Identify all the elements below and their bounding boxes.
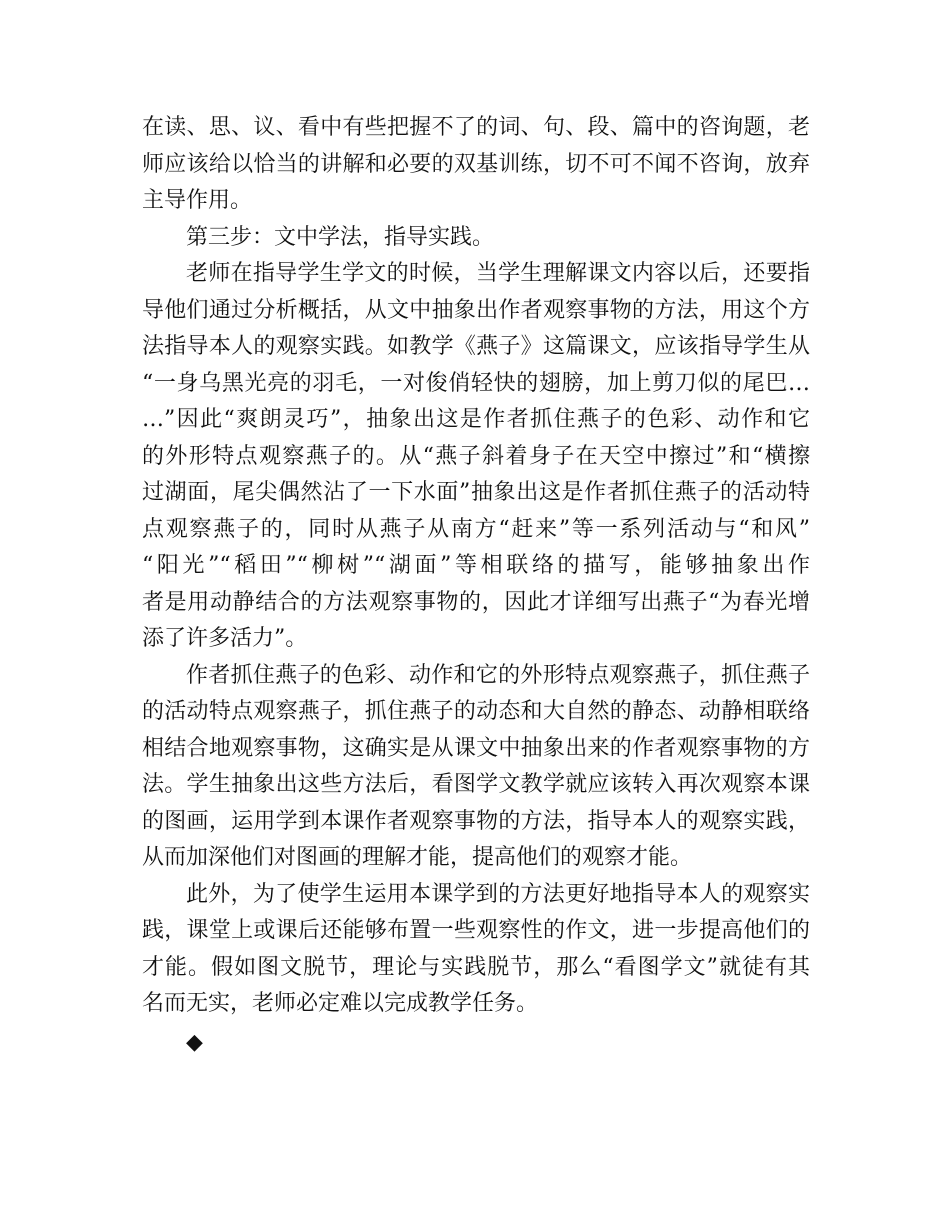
paragraph-2-heading — [142, 220, 810, 257]
text-line: 的活动特点观察燕子，抓住燕子的动态和大自然的静态、动静相联络 — [142, 699, 810, 724]
text-line: 导他们通过分析概括，从文中抽象出作者观察事物的方法，用这个方 — [142, 297, 810, 323]
text-line: 老师在指导学生学文的时候，当学生理解课文内容以后，还要指 — [186, 261, 810, 286]
text-line: 法指导本人的观察实践。如教学《燕子》这篇课文，应该指导学生从 — [142, 334, 810, 359]
paragraph-4 — [142, 658, 810, 877]
paragraph-1 — [142, 110, 810, 220]
text-line: 在读、思、议、看中有些把握不了的词、句、段、篇中的咨询题，老 — [142, 115, 810, 140]
text-line: “阳光”“稻田”“柳树”“湖面”等相联络的描写，能够抽象出作 — [142, 553, 810, 578]
text-line: 相结合地观察事物，这确实是从课文中抽象出来的作者观察事物的方 — [142, 735, 810, 761]
text-line: 过湖面，尾尖偶然沾了一下水面”抽象出这是作者抓住燕子的活动特 — [142, 480, 810, 505]
text-line: 的图画，运用学到本课作者观察事物的方法，指导本人的观察实践， — [142, 808, 810, 834]
document-body — [142, 110, 810, 1063]
paragraph-5 — [142, 877, 810, 1023]
text-line: 此外，为了使学生运用本课学到的方法更好地指导本人的观察实 — [186, 881, 810, 907]
text-line: 践，课堂上或课后还能够布置一些观察性的作文，进一步提高他们的 — [142, 918, 810, 943]
text-line: 的外形特点观察燕子的。从“燕子斜着身子在天空中擦过”和“横擦 — [142, 443, 810, 469]
text-line: 者是用动静结合的方法观察事物的，因此才详细写出燕子“为春光增 — [142, 589, 810, 615]
text-line: 从而加深他们对图画的理解才能，提高他们的观察才能。 — [142, 845, 693, 870]
text-line: 师应该给以恰当的讲解和必要的双基训练，切不可不闻不咨询，放弃 — [142, 151, 810, 177]
text-line: 才能。假如图文脱节，理论与实践脱节，那么“看图学文”就徒有其 — [142, 954, 810, 980]
text-line: 作者抓住燕子的色彩、动作和它的外形特点观察燕子，抓住燕子 — [186, 662, 810, 688]
text-line: 法。学生抽象出这些方法后，看图学文教学就应该转入再次观察本课 — [142, 772, 810, 797]
step-heading: 第三步：文中学法，指导实践。 — [186, 224, 495, 250]
text-line: 点观察燕子的，同时从燕子从南方“赶来”等一系列活动与“和风” — [142, 516, 810, 542]
text-line: “一身乌黑光亮的羽毛，一对俊俏轻快的翅膀，加上剪刀似的尾巴… — [142, 370, 810, 396]
diamond-bullet-icon: ◆ — [186, 1029, 203, 1055]
text-line: 添了许多活力”。 — [142, 626, 308, 651]
text-line: 主导作用。 — [142, 188, 253, 213]
text-line: 名而无实，老师必定难以完成教学任务。 — [142, 991, 539, 1016]
paragraph-3 — [142, 256, 810, 658]
text-line: …”因此“爽朗灵巧”，抽象出这是作者抓住燕子的色彩、动作和它 — [142, 407, 810, 432]
